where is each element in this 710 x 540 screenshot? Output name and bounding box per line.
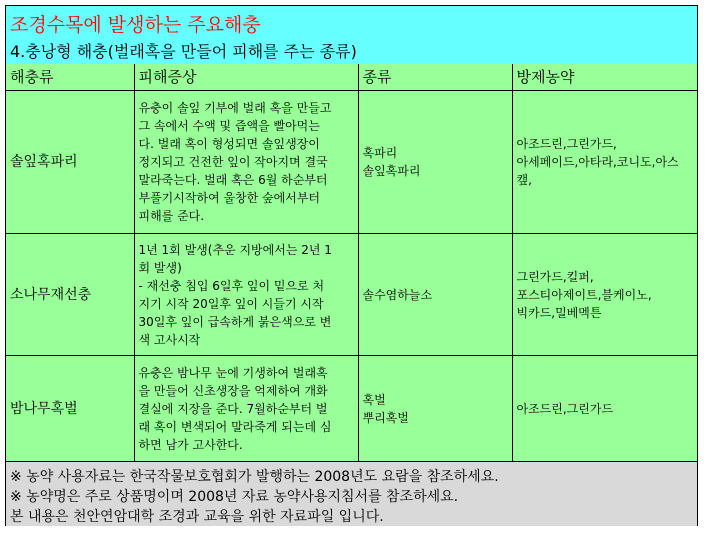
footer-note: ※ 농약 사용자료는 한국작물보호협회가 발행하는 2008년도 요람을 참조하세요. — [10, 469, 499, 485]
pesticide-line: 그린가드,킬퍼, — [516, 269, 594, 284]
table-row — [6, 356, 697, 462]
column-header-species: 종류 — [358, 64, 512, 91]
symptom-line: 하면 남가 고사한다. — [138, 437, 243, 452]
symptom-line: 결실에 지장을 준다. 7월하순부터 벌 — [138, 401, 328, 416]
symptom-line: 피해를 준다. — [138, 209, 205, 223]
symptom-line: 부풀기시작하여 울창한 숲에서부터 — [138, 191, 321, 205]
pesticide-line: 아세페이드,아타라,코니도,아스 — [516, 155, 679, 169]
symptom-line: 을 만들어 신초생장을 억제하여 개화 — [138, 383, 328, 398]
pesticide-line: 포스티아제이트,블케이노, — [516, 287, 652, 302]
column-header-pesticide: 방제농약 — [512, 64, 697, 91]
page-title: 조경수목에 발생하는 주요해충 — [10, 14, 261, 36]
footer-notes — [6, 461, 697, 526]
footer-note: 본 내용은 천안연암대학 조경과 교육을 위한 자료파일 입니다. — [10, 509, 384, 525]
symptom-cell — [134, 356, 358, 462]
pesticide-line: 빅카드,밀베멕튼 — [516, 305, 602, 320]
symptom-line: - 재선충 침입 6일후 잎이 밑으로 처 — [138, 278, 325, 293]
pesticide-line: 아조드린,그린가드 — [516, 401, 614, 416]
species-line: 솔잎혹파리 — [362, 164, 421, 178]
column-header-pest: 해충류 — [6, 64, 134, 91]
footer-note: ※ 농약명은 주로 상품명이며 2008년 자료 농약사용지침서를 참조하세요. — [10, 489, 459, 505]
symptom-cell — [134, 91, 358, 234]
table-row — [6, 91, 697, 234]
symptom-line: 지기 시작 20일후 잎이 시들기 시작 — [138, 296, 324, 311]
symptom-line: 래 혹이 변색되어 말라죽게 되는데 심 — [138, 419, 332, 434]
species-cell — [358, 356, 512, 462]
species-cell — [358, 234, 512, 356]
species-line: 혹파리 — [362, 146, 398, 160]
symptom-line: 말라죽는다. 벌래 혹은 6월 하순부터 — [138, 173, 328, 187]
pest-name: 밤나무혹벌 — [6, 356, 134, 462]
symptom-line: 회 발생) — [138, 260, 182, 275]
pest-table-sheet — [5, 5, 698, 526]
symptom-line: 유충은 밤나무 눈에 기생하여 벌래혹 — [138, 365, 328, 380]
pest-name: 소나무재선충 — [6, 234, 134, 356]
symptom-line: 색 고사시작 — [138, 332, 201, 347]
species-cell — [358, 91, 512, 234]
pest-name: 솔잎혹파리 — [6, 91, 134, 234]
symptom-line: 1년 1회 발생(추운 지방에서는 2년 1 — [138, 242, 332, 257]
pesticide-cell — [512, 356, 697, 462]
species-line: 솔수염하늘소 — [362, 287, 433, 302]
symptom-cell — [134, 234, 358, 356]
pest-table — [6, 64, 697, 462]
species-line: 뿌리혹벌 — [362, 410, 409, 425]
pesticide-cell — [512, 234, 697, 356]
symptom-line: 그 속에서 수액 및 즙액을 빨아먹는 — [138, 119, 320, 133]
symptom-line: 다. 벌래 혹이 형성되면 솔잎생장이 — [138, 137, 320, 151]
column-header-symptom: 피해증상 — [134, 64, 358, 91]
symptom-line: 유충이 솔잎 기부에 벌래 혹을 만들고 — [138, 101, 332, 115]
pesticide-cell — [512, 91, 697, 234]
pesticide-line: 아조드린,그린가드, — [516, 137, 617, 151]
pesticide-line: 캪, — [516, 173, 532, 187]
symptom-line: 30일후 잎이 급속하게 붉은색으로 변 — [138, 314, 332, 329]
header-band — [6, 6, 697, 65]
symptom-line: 정지되고 건전한 잎이 작아지며 결국 — [138, 155, 328, 169]
table-row — [6, 234, 697, 356]
species-line: 혹벌 — [362, 392, 386, 407]
table-header-row — [6, 64, 697, 91]
page-subtitle: 4.충낭형 해충(벌래혹을 만들어 피해를 주는 종류) — [10, 42, 357, 61]
